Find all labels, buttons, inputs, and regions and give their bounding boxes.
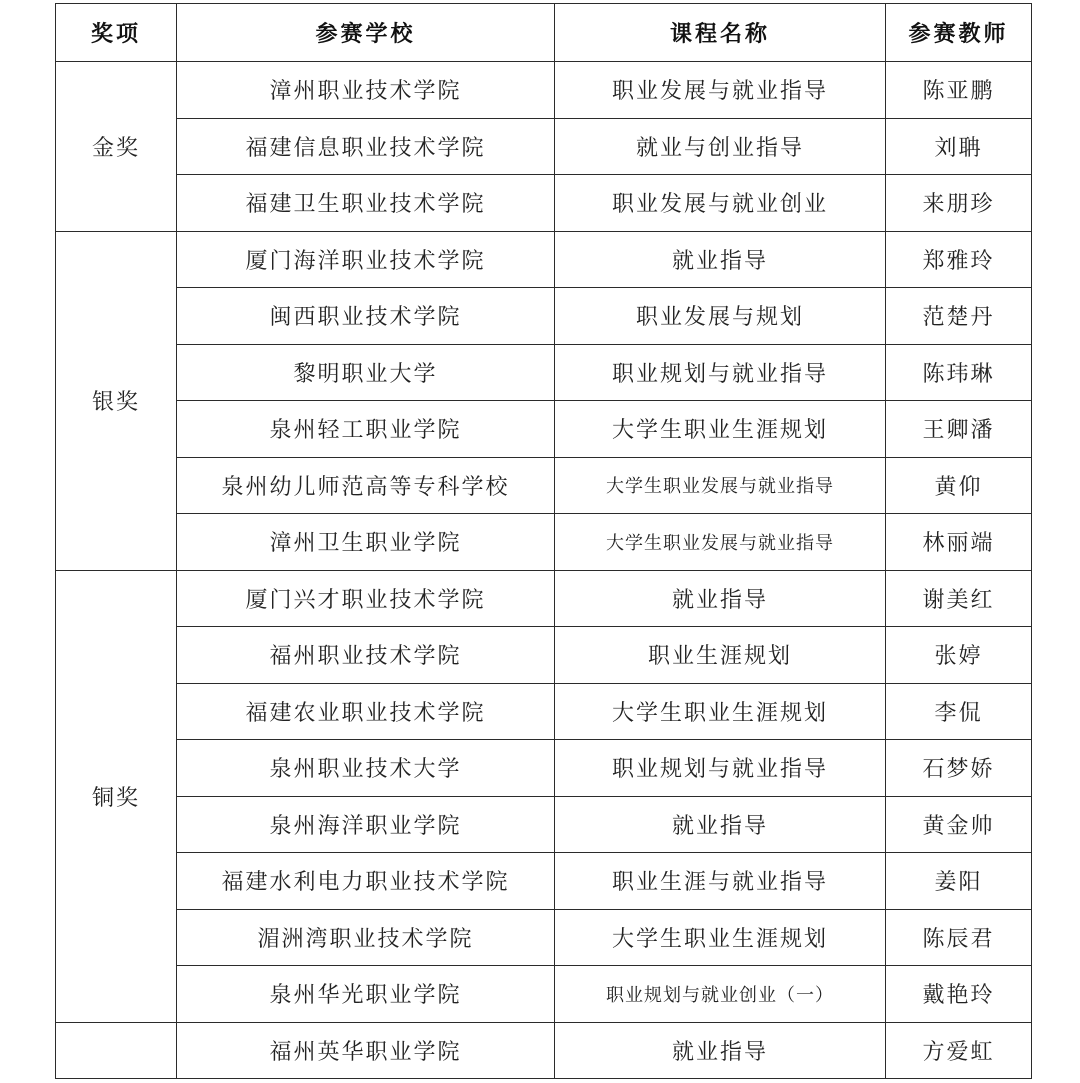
- table-row: [56, 966, 1032, 1023]
- course-cell: 就业指导: [555, 570, 886, 627]
- header-course: 课程名称: [555, 4, 886, 62]
- school-cell: 福州职业技术学院: [177, 627, 555, 684]
- school-cell: 闽西职业技术学院: [177, 288, 555, 345]
- table-row: [56, 853, 1032, 910]
- table-row: [56, 401, 1032, 458]
- school-cell: 漳州卫生职业学院: [177, 514, 555, 571]
- teacher-cell: 姜阳: [886, 853, 1032, 910]
- teacher-cell: 黄金帅: [886, 796, 1032, 853]
- table-row: [56, 796, 1032, 853]
- school-cell: 福建农业职业技术学院: [177, 683, 555, 740]
- teacher-cell: 林丽端: [886, 514, 1032, 571]
- teacher-cell: 李侃: [886, 683, 1032, 740]
- table-row: [56, 909, 1032, 966]
- course-cell: 大学生职业发展与就业指导: [555, 514, 886, 571]
- teacher-cell: 谢美红: [886, 570, 1032, 627]
- school-cell: 泉州轻工职业学院: [177, 401, 555, 458]
- course-cell: 大学生职业生涯规划: [555, 909, 886, 966]
- course-cell: 就业指导: [555, 231, 886, 288]
- course-cell: 大学生职业生涯规划: [555, 401, 886, 458]
- course-cell: 职业规划与就业创业（一）: [555, 966, 886, 1023]
- awards-table: [55, 3, 1032, 1079]
- course-cell: 职业发展与就业创业: [555, 175, 886, 232]
- teacher-cell: 陈辰君: [886, 909, 1032, 966]
- school-cell: 厦门兴才职业技术学院: [177, 570, 555, 627]
- teacher-cell: 范楚丹: [886, 288, 1032, 345]
- teacher-cell: 王卿潘: [886, 401, 1032, 458]
- table-row: [56, 457, 1032, 514]
- course-cell: 大学生职业生涯规划: [555, 683, 886, 740]
- table-row: [56, 627, 1032, 684]
- table-row: [56, 175, 1032, 232]
- teacher-cell: 黄仰: [886, 457, 1032, 514]
- course-cell: 职业规划与就业指导: [555, 740, 886, 797]
- teacher-cell: 陈玮琳: [886, 344, 1032, 401]
- school-cell: 泉州职业技术大学: [177, 740, 555, 797]
- header-award: 奖项: [56, 4, 177, 62]
- course-cell: 职业发展与就业指导: [555, 62, 886, 119]
- award-cell: 银奖: [56, 231, 177, 570]
- table-row: [56, 570, 1032, 627]
- table-row: [56, 740, 1032, 797]
- teacher-cell: 来朋珍: [886, 175, 1032, 232]
- table-row: [56, 683, 1032, 740]
- teacher-cell: 刘聃: [886, 118, 1032, 175]
- school-cell: 泉州华光职业学院: [177, 966, 555, 1023]
- table-row: [56, 118, 1032, 175]
- school-cell: 泉州海洋职业学院: [177, 796, 555, 853]
- teacher-cell: 郑雅玲: [886, 231, 1032, 288]
- teacher-cell: 方爱虹: [886, 1022, 1032, 1079]
- school-cell: 湄洲湾职业技术学院: [177, 909, 555, 966]
- school-cell: 福州英华职业学院: [177, 1022, 555, 1079]
- course-cell: 就业指导: [555, 1022, 886, 1079]
- table-row: [56, 288, 1032, 345]
- header-row: [56, 4, 1032, 62]
- teacher-cell: 张婷: [886, 627, 1032, 684]
- table-row: [56, 62, 1032, 119]
- school-cell: 漳州职业技术学院: [177, 62, 555, 119]
- award-cell: [56, 1022, 177, 1079]
- table-row: [56, 514, 1032, 571]
- table-row: [56, 1022, 1032, 1079]
- course-cell: 大学生职业发展与就业指导: [555, 457, 886, 514]
- course-cell: 职业发展与规划: [555, 288, 886, 345]
- header-school: 参赛学校: [177, 4, 555, 62]
- school-cell: 黎明职业大学: [177, 344, 555, 401]
- award-cell: 金奖: [56, 62, 177, 232]
- award-cell: 铜奖: [56, 570, 177, 1022]
- school-cell: 福建信息职业技术学院: [177, 118, 555, 175]
- table-body: [56, 62, 1032, 1079]
- school-cell: 福建水利电力职业技术学院: [177, 853, 555, 910]
- course-cell: 职业生涯与就业指导: [555, 853, 886, 910]
- school-cell: 泉州幼儿师范高等专科学校: [177, 457, 555, 514]
- table-row: [56, 344, 1032, 401]
- teacher-cell: 戴艳玲: [886, 966, 1032, 1023]
- teacher-cell: 石梦娇: [886, 740, 1032, 797]
- teacher-cell: 陈亚鹏: [886, 62, 1032, 119]
- course-cell: 就业指导: [555, 796, 886, 853]
- table-row: [56, 231, 1032, 288]
- course-cell: 就业与创业指导: [555, 118, 886, 175]
- header-teacher: 参赛教师: [886, 4, 1032, 62]
- school-cell: 福建卫生职业技术学院: [177, 175, 555, 232]
- course-cell: 职业生涯规划: [555, 627, 886, 684]
- school-cell: 厦门海洋职业技术学院: [177, 231, 555, 288]
- course-cell: 职业规划与就业指导: [555, 344, 886, 401]
